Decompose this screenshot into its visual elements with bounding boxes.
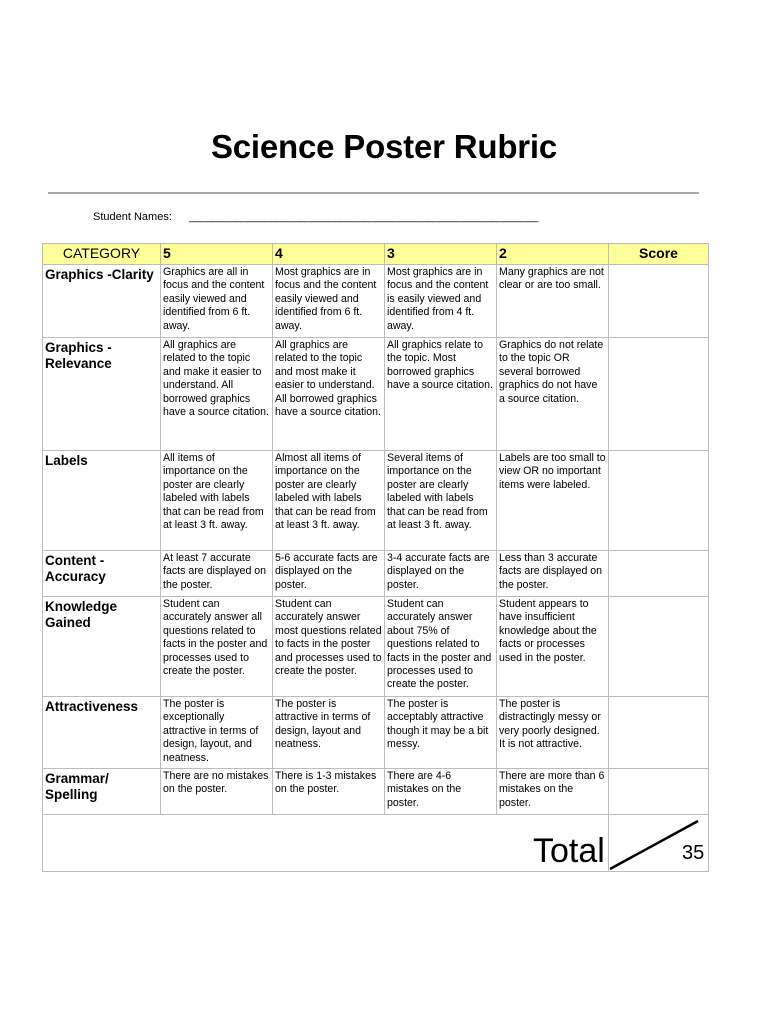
row-category: Graphics - Relevance [43, 338, 161, 451]
total-max-points: 35 [682, 842, 705, 864]
score-cell[interactable] [609, 338, 709, 451]
criteria-cell: All graphics are related to the topic and make it easier to understand. All borrowed graphics have a source citation. [161, 338, 273, 451]
title-divider [48, 192, 699, 194]
score-cell[interactable] [609, 265, 709, 338]
table-row [43, 338, 709, 451]
row-category: Content - Accuracy [43, 551, 161, 597]
student-names-label: Student Names: [93, 211, 172, 223]
score-cell[interactable] [609, 451, 709, 551]
student-names-blank[interactable]: ____________________________________________________________ [189, 211, 539, 223]
score-cell[interactable] [609, 597, 709, 697]
criteria-cell: Most graphics are in focus and the content easily viewed and identified from 6 ft. away. [273, 265, 385, 338]
page-title: Science Poster Rubric [210, 128, 558, 165]
criteria-cell: The poster is attractive in terms of design, layout and neatness. [273, 697, 385, 769]
criteria-cell: The poster is distractingly messy or very poorly designed. It is not attractive. [497, 697, 609, 769]
criteria-cell: Graphics are all in focus and the content easily viewed and identified from 6 ft. away. [161, 265, 273, 338]
criteria-cell: Student appears to have insufficient knowledge about the facts or processes used in the poster. [497, 597, 609, 697]
header-level-3: 3 [385, 244, 497, 265]
criteria-cell: Labels are too small to view OR no important items were labeled. [497, 451, 609, 551]
criteria-cell: Almost all items of importance on the poster are clearly labeled with labels that can be read from at least 3 ft. away. [273, 451, 385, 551]
total-label: Total [533, 832, 605, 870]
row-category: Knowledge Gained [43, 597, 161, 697]
criteria-cell: Graphics do not relate to the topic OR several borrowed graphics do not have a source citation. [497, 338, 609, 451]
criteria-cell: Many graphics are not clear or are too small. [497, 265, 609, 338]
table-row [43, 597, 709, 697]
table-row [43, 697, 709, 769]
criteria-cell: Student can accurately answer most questions related to facts in the poster and processes used to create the poster. [273, 597, 385, 697]
rubric-header-row [43, 244, 709, 265]
table-row [43, 265, 709, 338]
criteria-cell: There are 4-6 mistakes on the poster. [385, 769, 497, 815]
criteria-cell: All graphics relate to the topic. Most borrowed graphics have a source citation. [385, 338, 497, 451]
rubric-table [42, 243, 709, 872]
student-names-row [93, 211, 539, 223]
criteria-cell: Student can accurately answer all questions related to facts in the poster and processes used to create the poster. [161, 597, 273, 697]
criteria-cell: All graphics are related to the topic and most make it easier to understand. All borrowed graphics have a source citation. [273, 338, 385, 451]
row-category: Graphics -Clarity [43, 265, 161, 338]
table-row [43, 551, 709, 597]
score-cell[interactable] [609, 769, 709, 815]
header-level-5: 5 [161, 244, 273, 265]
criteria-cell: There is 1-3 mistakes on the poster. [273, 769, 385, 815]
criteria-cell: The poster is exceptionally attractive in terms of design, layout, and neatness. [161, 697, 273, 769]
criteria-cell: The poster is acceptably attractive though it may be a bit messy. [385, 697, 497, 769]
criteria-cell: Most graphics are in focus and the content is easily viewed and identified from 4 ft. away. [385, 265, 497, 338]
table-row [43, 769, 709, 815]
total-label-cell [43, 815, 609, 872]
criteria-cell: All items of importance on the poster are clearly labeled with labels that can be read from at least 3 ft. away. [161, 451, 273, 551]
criteria-cell: At least 7 accurate facts are displayed on the poster. [161, 551, 273, 597]
score-cell[interactable] [609, 551, 709, 597]
table-row [43, 451, 709, 551]
row-category: Labels [43, 451, 161, 551]
row-category: Attractiveness [43, 697, 161, 769]
criteria-cell: Student can accurately answer about 75% of questions related to facts in the poster and processes used to create the poster. [385, 597, 497, 697]
criteria-cell: There are more than 6 mistakes on the poster. [497, 769, 609, 815]
criteria-cell: There are no mistakes on the poster. [161, 769, 273, 815]
score-cell[interactable] [609, 697, 709, 769]
criteria-cell: Less than 3 accurate facts are displayed on the poster. [497, 551, 609, 597]
criteria-cell: 5-6 accurate facts are displayed on the poster. [273, 551, 385, 597]
header-category: CATEGORY [43, 244, 161, 265]
criteria-cell: Several items of importance on the poster are clearly labeled with labels that can be read from at least 3 ft. away. [385, 451, 497, 551]
header-level-2: 2 [497, 244, 609, 265]
row-category: Grammar/ Spelling [43, 769, 161, 815]
header-score: Score [609, 244, 709, 265]
header-level-4: 4 [273, 244, 385, 265]
criteria-cell: 3-4 accurate facts are displayed on the poster. [385, 551, 497, 597]
